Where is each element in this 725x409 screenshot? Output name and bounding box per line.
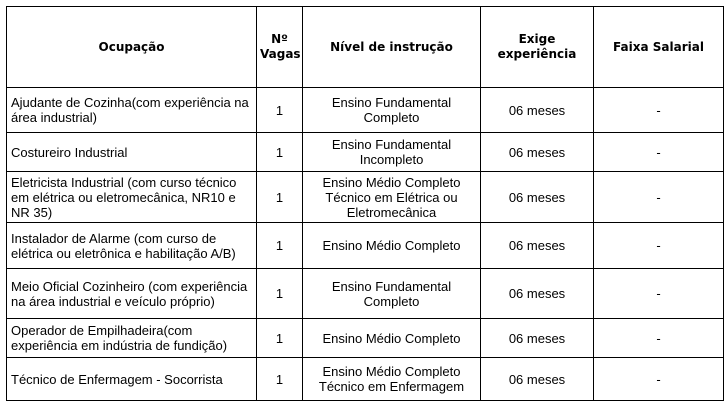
education-cell: Ensino Fundamental Completo <box>303 88 481 133</box>
experience-cell: 06 meses <box>481 172 594 223</box>
vacancies-cell: 1 <box>257 358 303 401</box>
salary-cell: - <box>594 172 724 223</box>
occupation-cell: Meio Oficial Cozinheiro (com experiência na área industrial e veículo próprio) <box>7 269 257 319</box>
table-row <box>7 172 724 223</box>
education-cell: Ensino Fundamental Completo <box>303 269 481 319</box>
salary-cell: - <box>594 88 724 133</box>
experience-cell: 06 meses <box>481 223 594 269</box>
header-occupation: Ocupação <box>7 7 257 88</box>
salary-cell: - <box>594 223 724 269</box>
table-row <box>7 223 724 269</box>
table-row <box>7 358 724 401</box>
header-row <box>7 7 724 88</box>
table-row <box>7 133 724 172</box>
education-cell: Ensino Médio Completo Técnico em Elétrica ou Eletromecânica <box>303 172 481 223</box>
experience-cell: 06 meses <box>481 269 594 319</box>
occupation-cell: Instalador de Alarme (com curso de elétrica ou eletrônica e habilitação A/B) <box>7 223 257 269</box>
vacancies-cell: 1 <box>257 172 303 223</box>
salary-cell: - <box>594 319 724 358</box>
occupation-cell: Costureiro Industrial <box>7 133 257 172</box>
table-row <box>7 88 724 133</box>
table-row <box>7 319 724 358</box>
job-openings-table <box>6 6 724 401</box>
education-cell: Ensino Médio Completo <box>303 223 481 269</box>
salary-cell: - <box>594 358 724 401</box>
vacancies-cell: 1 <box>257 319 303 358</box>
experience-cell: 06 meses <box>481 358 594 401</box>
occupation-cell: Ajudante de Cozinha(com experiência na área industrial) <box>7 88 257 133</box>
salary-cell: - <box>594 269 724 319</box>
header-experience: Exige experiência <box>481 7 594 88</box>
vacancies-cell: 1 <box>257 133 303 172</box>
header-salary: Faixa Salarial <box>594 7 724 88</box>
table-row <box>7 269 724 319</box>
salary-cell: - <box>594 133 724 172</box>
occupation-cell: Eletricista Industrial (com curso técnico em elétrica ou eletromecânica, NR10 e NR 35) <box>7 172 257 223</box>
occupation-cell: Técnico de Enfermagem - Socorrista <box>7 358 257 401</box>
experience-cell: 06 meses <box>481 88 594 133</box>
vacancies-cell: 1 <box>257 88 303 133</box>
vacancies-cell: 1 <box>257 223 303 269</box>
education-cell: Ensino Fundamental Incompleto <box>303 133 481 172</box>
header-education: Nível de instrução <box>303 7 481 88</box>
vacancies-cell: 1 <box>257 269 303 319</box>
education-cell: Ensino Médio Completo <box>303 319 481 358</box>
experience-cell: 06 meses <box>481 133 594 172</box>
header-vacancies: Nº Vagas <box>257 7 303 88</box>
education-cell: Ensino Médio Completo Técnico em Enfermagem <box>303 358 481 401</box>
occupation-cell: Operador de Empilhadeira(com experiência em indústria de fundição) <box>7 319 257 358</box>
experience-cell: 06 meses <box>481 319 594 358</box>
